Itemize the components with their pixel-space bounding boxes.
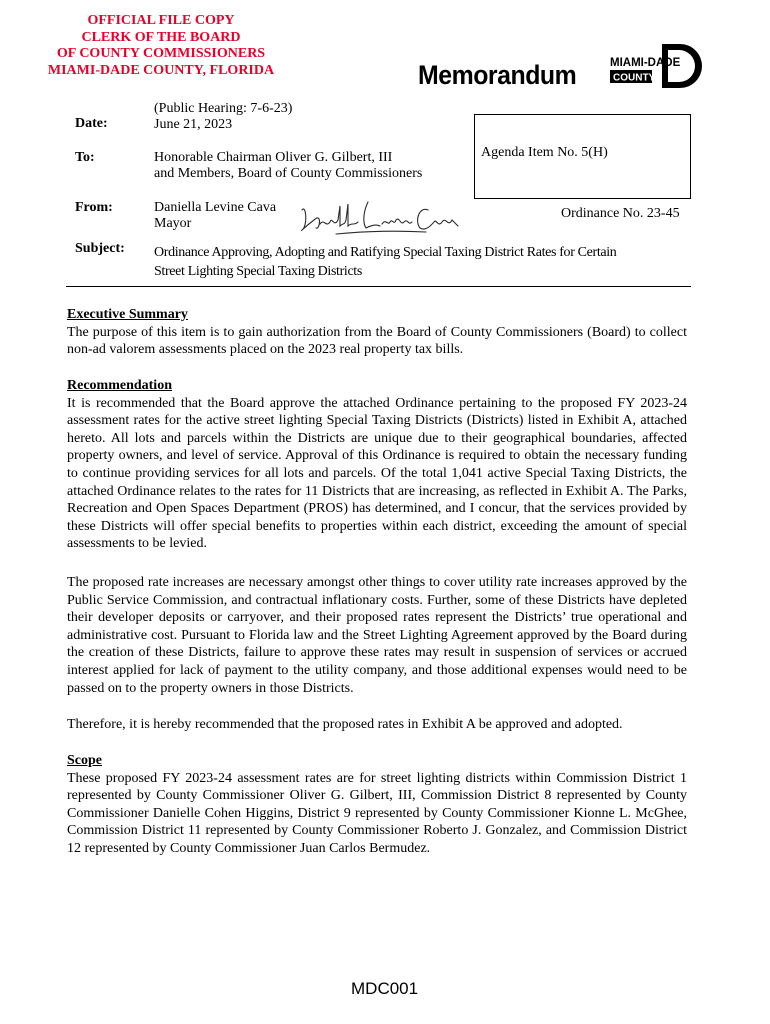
official-file-copy-stamp xyxy=(30,13,292,79)
recommendation-section xyxy=(67,377,687,553)
date-value xyxy=(154,101,292,133)
subject-line-2: Street Lighting Special Taxing Districts xyxy=(154,264,362,279)
miami-dade-county-logo xyxy=(610,44,702,88)
stamp-line-1: OFFICIAL FILE COPY xyxy=(87,13,235,28)
mayor-signature xyxy=(296,196,468,242)
stamp-line-3: OF COUNTY COMMISSIONERS xyxy=(56,46,266,61)
executive-summary-heading: Executive Summary xyxy=(67,307,188,322)
to-line-1: Honorable Chairman Oliver G. Gilbert, III xyxy=(154,150,393,165)
recommendation-paragraph-3: Therefore, it is hereby recommended that the proposed rates in Exhibit A be approved and adopted. xyxy=(67,717,623,732)
from-label: From: xyxy=(75,200,113,215)
scope-text: These proposed FY 2023-24 assessment rates are for street lighting districts within Commission District 1 represented by County Commissioner Oliver G. Gilbert, III, Commission District 8 represented by County Commissioner Danielle Cohen Higgins, District 9 represented by County Commissioner Kionne L. McGhee, Commission District 11 represented by County Commissioner Roberto J. Gonzalez, and Commission District 12 represented by County Commissioner Juan Carlos Bermudez. xyxy=(67,770,687,856)
stamp-line-4: MIAMI-DADE COUNTY, FLORIDA xyxy=(47,62,275,78)
agenda-item-number: Agenda Item No. 5(H) xyxy=(481,145,608,160)
to-label: To: xyxy=(75,150,95,165)
memo-date: June 21, 2023 xyxy=(154,117,233,132)
subject-line-1: Ordinance Approving, Adopting and Ratifying Special Taxing District Rates for Certain xyxy=(154,245,617,260)
scope-section xyxy=(67,752,687,858)
from-value xyxy=(154,200,276,232)
public-hearing-note: (Public Hearing: 7-6-23) xyxy=(154,101,293,116)
executive-summary-section xyxy=(67,306,687,359)
from-title: Mayor xyxy=(154,216,192,231)
from-name: Daniella Levine Cava xyxy=(154,200,277,215)
subject-label: Subject: xyxy=(75,241,125,256)
executive-summary-text: The purpose of this item is to gain authorization from the Board of County Commissioners (Board) to collect non-ad valorem assessments placed on the 2023 real property tax bills. xyxy=(67,324,687,358)
subject-value xyxy=(154,243,616,281)
stamp-line-2: CLERK OF THE BOARD xyxy=(81,29,241,45)
scope-heading: Scope xyxy=(67,753,102,768)
recommendation-paragraph-1: It is recommended that the Board approve the attached Ordinance pertaining to the proposed FY 2023-24 assessment rates for the active street lighting Special Taxing Districts (Districts) listed in Exhibit A, attached hereto. All lots and parcels within the Districts are unique due to their geographical boundaries, affected property owners, and level of service. Approval of this Ordinance is required to obtain the necessary funding to continue providing services for all lots and parcels. Of the total 1,041 active Special Taxing Districts, the attached Ordinance relates to the rates for 11 Districts that are increasing, as reflected in Exhibit A. The Parks, Recreation and Open Spaces Department (PROS) has determined, and I concur, that the services provided by these Districts will offer special benefits to properties within each district, exceeding the amount of special assessments to be levied. xyxy=(67,395,687,552)
recommendation-heading: Recommendation xyxy=(67,378,172,393)
header-divider xyxy=(66,286,691,287)
ordinance-number: Ordinance No. 23-45 xyxy=(561,206,680,221)
recommendation-section-3 xyxy=(67,716,687,734)
to-value xyxy=(154,150,422,182)
logo-text-bottom: COUNTY xyxy=(613,72,656,84)
date-label: Date: xyxy=(75,116,108,131)
logo-text-top: MIAMI-DADE xyxy=(610,57,681,69)
document-code: MDC001 xyxy=(351,979,419,998)
recommendation-section-2 xyxy=(67,574,687,697)
memorandum-title: Memorandum xyxy=(418,60,577,90)
to-line-2: and Members, Board of County Commissioners xyxy=(154,166,423,181)
recommendation-paragraph-2: The proposed rate increases are necessary amongst other things to cover utility rate increases approved by the Public Service Commission, and contractual inflationary costs. Further, some of these Districts have depleted their developer deposits or carryover, and their proposed rates represent the Districts’ true operational and administrative cost. Pursuant to Florida law and the Street Lighting Agreement approved by the Board during the creation of these Districts, failure to approve these rates may result in suspension of services or accrued interest applied for lack of payment to the utility company, and those additional expenses would need to be passed on to the property owners in those Districts. xyxy=(67,575,687,696)
